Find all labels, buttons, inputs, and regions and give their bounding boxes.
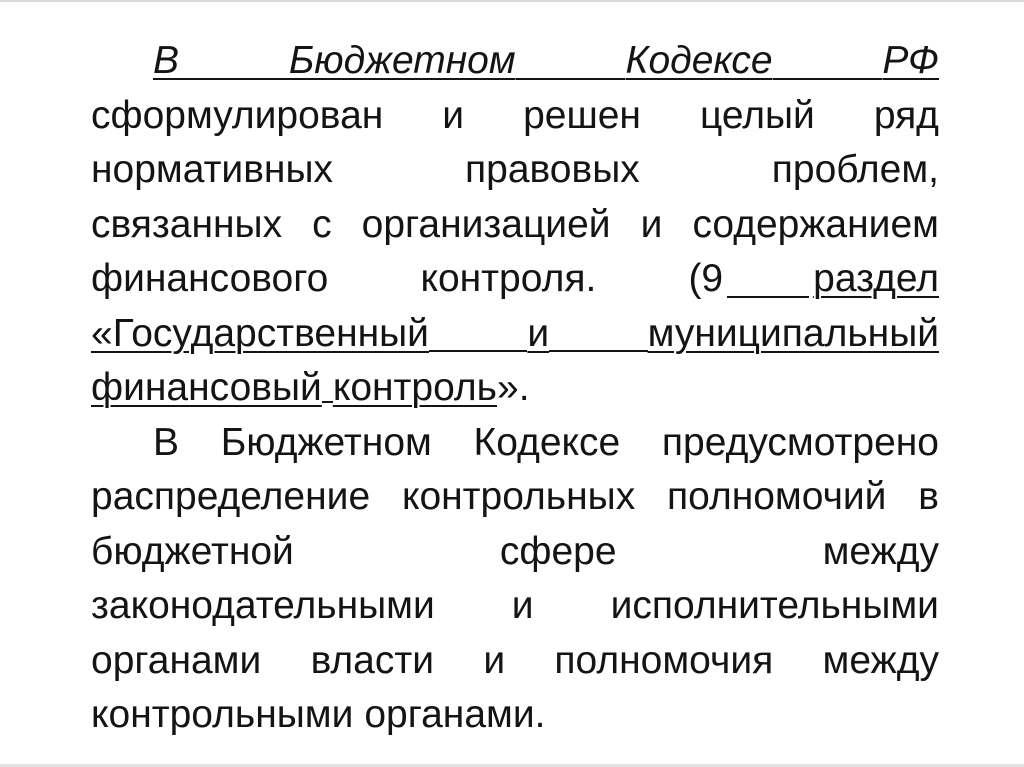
underline-space: [322, 401, 333, 403]
word: раздел: [813, 257, 939, 300]
word: между: [822, 529, 939, 573]
slide-top-edge: [0, 0, 1024, 2]
word: Кодексе: [473, 420, 621, 464]
paragraph-1-line-5: [91, 252, 939, 307]
word: в: [918, 475, 939, 518]
word: правовых: [465, 148, 640, 191]
underline-gap: [179, 78, 289, 80]
word: власти: [310, 638, 434, 682]
word: (9: [688, 257, 724, 300]
word: и: [483, 638, 506, 682]
word: распределение: [91, 475, 371, 518]
word: и: [511, 584, 534, 627]
paragraph-1-line-1: [91, 34, 939, 89]
underline-gap: [516, 78, 626, 80]
word: и: [527, 311, 550, 355]
word: Бюджетном: [220, 420, 432, 464]
paragraph-2-line-5: [91, 634, 939, 689]
paragraph-2-line-3: [91, 525, 939, 580]
paragraph-1-line-7: [91, 361, 939, 416]
closing-quote: ».: [497, 366, 530, 409]
word: сфере: [499, 529, 617, 573]
paragraph-1-line-2: [91, 89, 939, 144]
word: целый: [699, 93, 815, 137]
slide-body-text: [91, 34, 939, 743]
word: контрольными: [91, 693, 354, 736]
word: содержанием: [692, 202, 939, 246]
underline-gap: [549, 350, 647, 352]
word: полномочий: [667, 475, 887, 518]
word: организацией: [361, 202, 611, 246]
paragraph-1-line-6: [91, 307, 939, 362]
underline-gap: [773, 78, 883, 80]
word: РФ: [882, 39, 939, 82]
word: и: [640, 202, 663, 246]
word: органами: [91, 638, 262, 682]
word: «Государственный: [91, 311, 429, 355]
paragraph-2-line-1: [91, 416, 939, 471]
word: между: [822, 638, 939, 682]
word: нормативных: [91, 148, 333, 191]
paragraph-1-line-4: [91, 198, 939, 253]
word: сформулирован: [91, 93, 384, 137]
word: контроль: [332, 366, 498, 409]
word: ряд: [873, 93, 939, 137]
word: финансовый: [91, 366, 322, 409]
word: и: [442, 93, 465, 137]
word: контроля.: [420, 257, 597, 300]
word: Бюджетном: [288, 39, 516, 82]
word: бюджетной: [91, 529, 294, 573]
paragraph-2-line-6: [91, 688, 939, 743]
underline-gap: [429, 350, 527, 352]
word: законодательными: [91, 584, 435, 627]
paragraph-1-line-3: [91, 143, 939, 198]
word: проблем,: [771, 148, 939, 191]
word: муниципальный: [647, 311, 940, 355]
word: Кодексе: [625, 39, 773, 82]
word: В: [153, 39, 180, 82]
word: исполнительными: [610, 584, 939, 627]
word: контрольных: [401, 475, 636, 518]
word: с: [312, 202, 332, 246]
word: предусмотрено: [661, 420, 939, 464]
underline-gap: [727, 296, 809, 298]
paragraph-2-line-4: [91, 579, 939, 634]
word: финансового: [91, 257, 329, 300]
word: органами.: [364, 693, 546, 736]
word: полномочия: [554, 638, 774, 682]
word: решен: [523, 93, 641, 137]
word: связанных: [91, 202, 283, 246]
word: В: [153, 420, 180, 464]
paragraph-2-line-2: [91, 470, 939, 525]
